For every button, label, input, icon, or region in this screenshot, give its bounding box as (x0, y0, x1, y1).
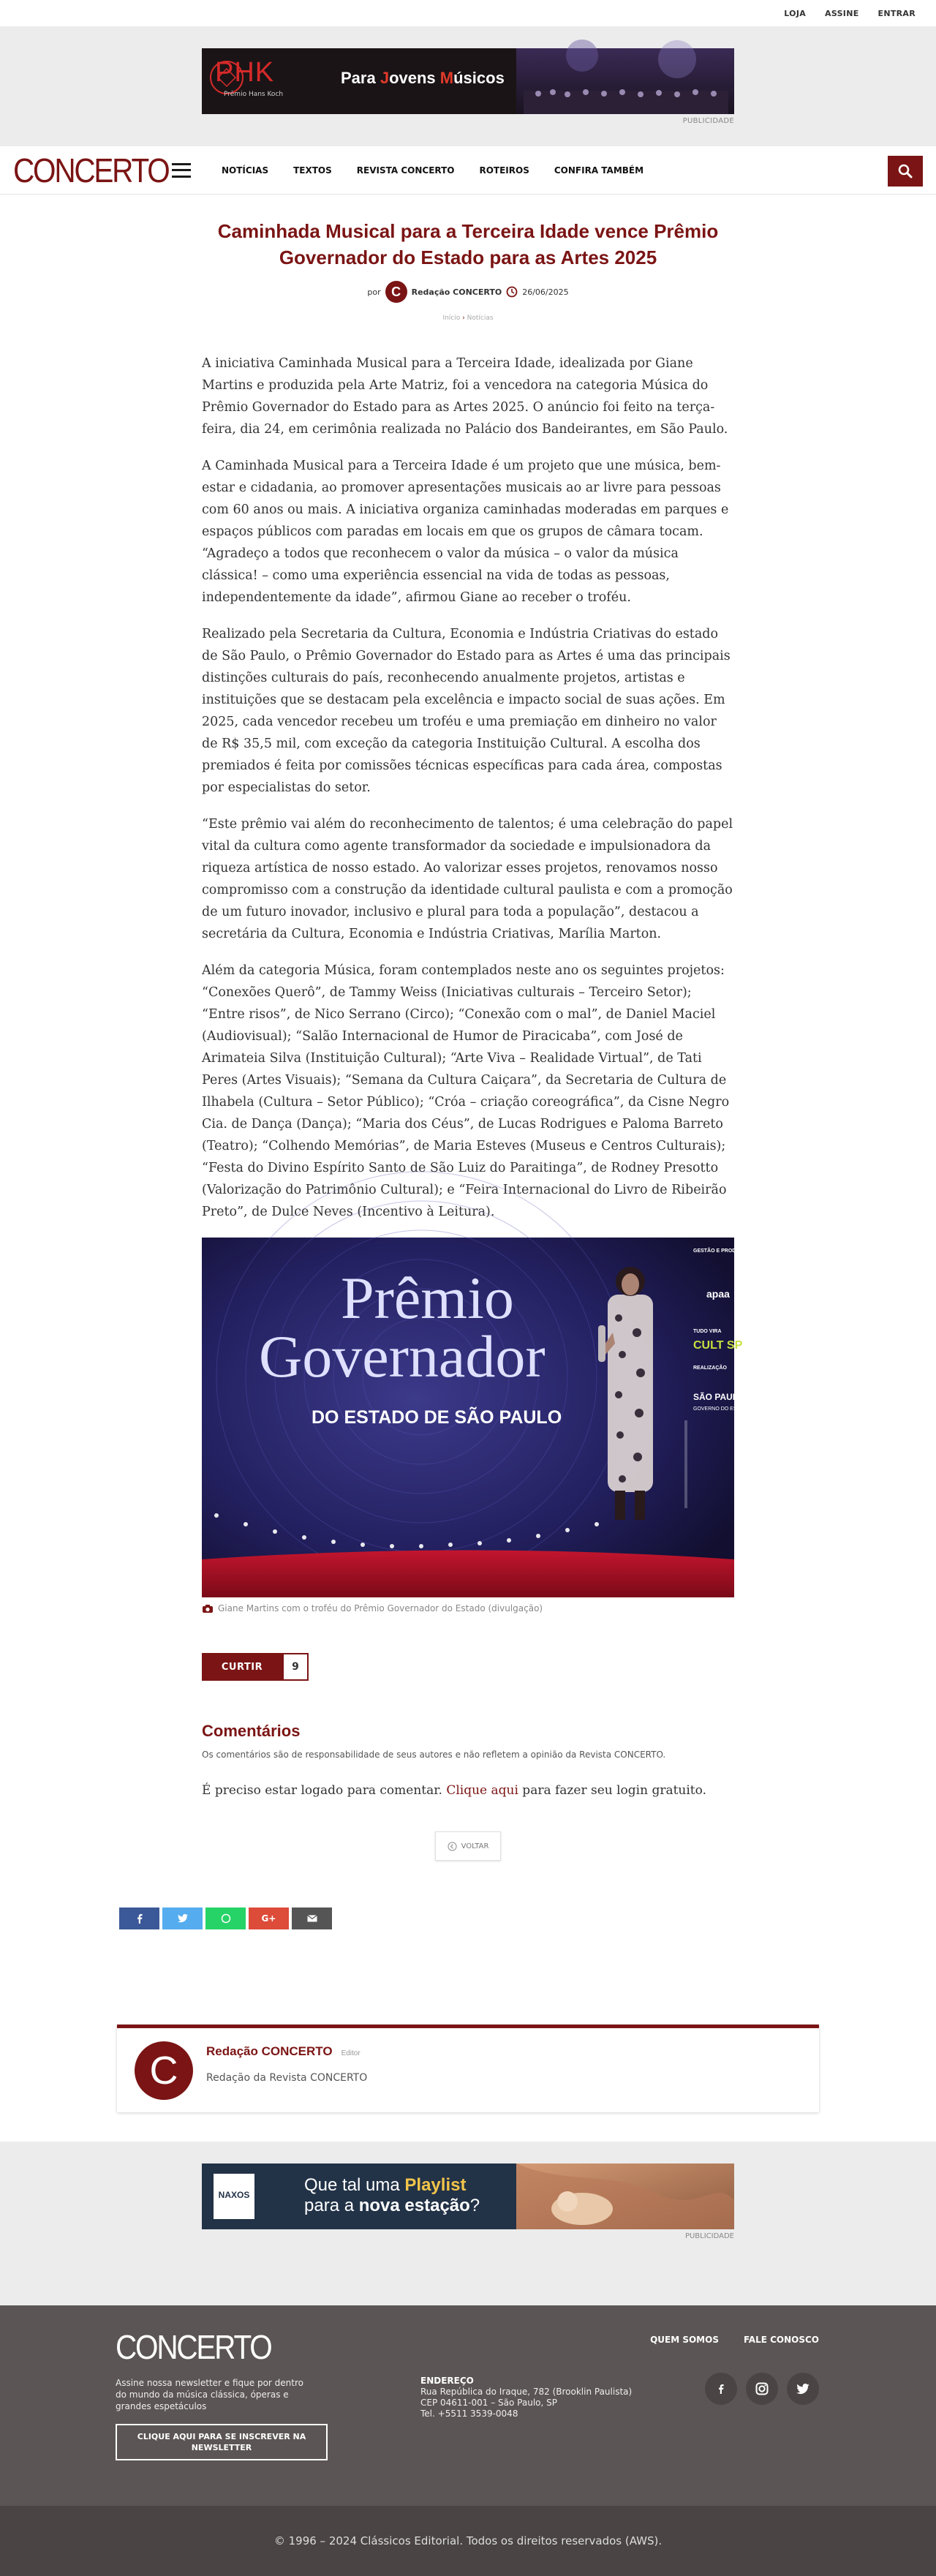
nav-confira-tambem[interactable]: CONFIRA TAMBÉM (554, 165, 644, 176)
like-button[interactable]: CURTIR (202, 1653, 282, 1681)
author-link[interactable]: Redação CONCERTO (411, 287, 502, 297)
search-icon (898, 164, 913, 178)
share-google-plus-button[interactable] (249, 1907, 289, 1929)
search-button[interactable] (888, 156, 923, 187)
photo-title-line2: Governador (259, 1323, 546, 1390)
main-nav (222, 165, 644, 176)
back-label: VOLTAR (461, 1842, 489, 1850)
naxos-ad-banner[interactable] (202, 2163, 734, 2229)
photo-title-line3: DO ESTADO DE SÃO PAULO (312, 1407, 562, 1428)
login-link[interactable]: Clique aqui (446, 1783, 518, 1798)
author-box-name-link[interactable]: Redação CONCERTO (206, 2044, 333, 2058)
like-widget (202, 1653, 734, 1681)
nav-noticias[interactable]: NOTÍCIAS (222, 165, 269, 176)
loja-link[interactable]: LOJA (784, 8, 807, 18)
photo-label-sao-paulo: SÃO PAULO (693, 1392, 745, 1402)
photo-graphic (202, 1238, 751, 1597)
footer-links (650, 2335, 819, 2345)
breadcrumb-section[interactable]: Notícias (467, 315, 494, 322)
author-box (117, 2025, 819, 2112)
nav-roteiros[interactable]: ROTEIROS (479, 165, 529, 176)
address-line: CEP 04611-001 – São Paulo, SP (420, 2398, 557, 2408)
paragraph: Realizado pela Secretaria da Cultura, Economia e Indústria Criativas do estado de São Paulo, o Prêmio Governador do Estado para as Artes é uma das principais distinções culturais do país, reconhecendo anualmente projetos, artistas e instituições que se destacam pela excelência e impacto social de suas ações. Em 2025, cada vencedor recebeu um troféu e uma premiação em dinheiro no valor de R$ 35,5 mil, com exceção da categoria Instituição Cultural. A escolha dos premiados é feita por comissões técnicas específicas para cada área, compostas por especialistas do setor. (202, 627, 731, 795)
breadcrumb-home[interactable]: Início (442, 315, 461, 322)
photo-label-realizacao: REALIZAÇÃO (693, 1366, 727, 1371)
clock-icon (506, 286, 518, 298)
phk-subtitle: Prêmio Hans Koch (224, 91, 284, 98)
ad-caption: PUBLICIDADE (682, 117, 734, 125)
author-box-role: Editor (341, 2049, 361, 2057)
author-box-avatar[interactable]: C (135, 2041, 193, 2100)
facebook-icon (135, 1913, 144, 1924)
paragraph: “Este prêmio vai além do reconhecimento de talentos; é uma celebração do papel vital da cultura como agente transformador da sociedade e impulsionadora da riqueza artística de nosso estado. Ao valorizar esses projetos, renovamos nosso compromisso com a construção da identidade cultural paulista e com a promoção de um futuro inovador, inclusivo e plural para toda a população”, destacou a secretária da Cultura, Economia e Indústria Criativas, Marília Marton. (202, 817, 733, 941)
phk-ad-banner[interactable] (202, 48, 734, 114)
article (202, 195, 751, 1861)
naxos-logo: NAXOS (218, 2190, 250, 2200)
paragraph: A iniciativa Caminhada Musical para a Terceira Idade, idealizada por Giane Martins e produzida pela Arte Matriz, foi a vencedora na categoria Música do Prêmio Governador do Estado para as Artes 2025. O anúncio foi feito na terça-feira, dia 24, em cerimônia realizada no Palácio dos Bandeirantes, em São Paulo. (202, 356, 728, 437)
assine-link[interactable]: ASSINE (825, 8, 859, 18)
phk-logo: PHK (215, 57, 275, 88)
entrar-link[interactable]: ENTRAR (878, 8, 916, 18)
twitter-icon (796, 2384, 809, 2395)
nav-textos[interactable]: TEXTOS (293, 165, 332, 176)
footer-social (705, 2373, 819, 2405)
photo-label-cult-sp: CULT SP (693, 1339, 743, 1352)
footer-newsletter-text: Assine nossa newsletter e fique por dentro do mundo da música clássica, óperas e grandes espetáculos (116, 2378, 303, 2411)
comments-title: Comentários (202, 1722, 301, 1740)
footer-twitter-button[interactable] (787, 2373, 819, 2405)
footer-facebook-button[interactable] (705, 2373, 737, 2405)
phk-tagline: Para Jovens Músicos (341, 69, 505, 87)
whatsapp-icon (221, 1913, 231, 1924)
instagram-icon (755, 2382, 769, 2395)
address-line: Rua República do Iraque, 782 (Brooklin Paulista) (420, 2387, 633, 2397)
ad-caption: PUBLICIDADE (684, 2232, 734, 2240)
footer-quem-somos-link[interactable]: QUEM SOMOS (650, 2335, 719, 2345)
paragraph: A Caminhada Musical para a Terceira Idade é um projeto que une música, bem-estar e cidadania, ao promover apresentações musicais ao ar livre para pessoas com 60 anos ou mais. A iniciativa organiza caminhadas moderadas em parques e espaços públicos com paradas em locais em que os grupos de câmara tocam. “Agradeço a todos que reconhecem o valor da música – o valor da música clássica! – como uma experiência essencial na vida de todas as pessoas, independentemente da idade”, afirmou Giane ao receber o troféu. (202, 459, 729, 605)
photo-caption (202, 1603, 734, 1613)
author-avatar: C (385, 281, 407, 303)
article-photo[interactable] (202, 1238, 751, 1597)
like-count: 9 (282, 1653, 309, 1681)
nav-revista-concerto[interactable]: REVISTA CONCERTO (356, 165, 455, 176)
footer-logo[interactable]: CONCERTO (116, 2328, 271, 2366)
naxos-tagline: Que tal uma Playlist para a nova estação? (304, 2175, 480, 2215)
google-plus-icon: G+ (261, 1913, 276, 1924)
by-label: por (367, 287, 381, 297)
author-box-desc: Redação da Revista CONCERTO (206, 2072, 368, 2084)
footer (0, 2305, 936, 2506)
site-logo[interactable]: CONCERTO (13, 151, 169, 189)
article-date: 26/06/2025 (522, 287, 569, 297)
footer-address (420, 2376, 632, 2419)
twitter-icon (178, 1914, 188, 1923)
share-facebook-button[interactable] (119, 1907, 159, 1929)
share-twitter-button[interactable] (162, 1907, 203, 1929)
comments-note: Os comentários são de responsabilidade de seus autores e não refletem a opinião da Revista CONCERTO. (202, 1750, 666, 1760)
photo-label-tudo-vira: TUDO VIRA (693, 1329, 722, 1334)
article-body (202, 353, 734, 1223)
top-ad-zone (0, 26, 936, 146)
back-arrow-icon (448, 1842, 457, 1851)
address-label: ENDEREÇO (420, 2376, 474, 2386)
footer-instagram-button[interactable] (746, 2373, 778, 2405)
author-box-name (206, 2044, 361, 2059)
share-whatsapp-button[interactable] (205, 1907, 246, 1929)
share-buttons (119, 1907, 332, 1929)
paragraph: Além da categoria Música, foram contemplados neste ano os seguintes projetos: “Conexões Querô”, de Tammy Weiss (Iniciativas culturais – Terceiro Setor); “Entre risos”, de Nico Serrano (Circo); “Conexão com o mal”, de Daniel Maciel (Audiovisual); “Salão Internacional de Humor de Piracicaba”, com José de Arimateia Silva (Instituição Cultural); “Arte Viva – Realidade Virtual”, de Tati Peres (Artes Visuais); “Semana da Cultura Caiçara”, da Secretaria de Cultura de Ilhabela (Cultura – Setor Público); “Cróa – criação coreográfica”, da Cisne Negro Cia. de Dança (Dança); “Maria dos Céus”, de Lucas Rodrigues e Paloma Barreto (Teatro); “Colhendo Memórias”, de Maria Esteves (Museus e Centros Culturais); “Festa do Divino Espírito Santo de São Luiz do Paraitinga”, de Rodney Presotto (Valorização do Patrimônio Cultural); e “Feira Internacional do Livro de Ribeirão Preto”, de Dulce Neves (Incentivo à Leitura). (202, 963, 730, 1219)
article-meta (202, 281, 734, 303)
bottom-ad-zone (0, 2142, 936, 2305)
photo-caption-text: Giane Martins com o troféu do Prêmio Governador do Estado (divulgação) (218, 1603, 543, 1613)
photo-label-apaa: apaa (706, 1288, 730, 1300)
top-bar (0, 0, 936, 26)
photo-label-gestao: GESTÃO E PRODUÇÃO (693, 1249, 751, 1254)
photo-title-line1: Prêmio (341, 1265, 514, 1331)
camera-icon (202, 1604, 214, 1613)
menu-icon[interactable] (172, 163, 191, 178)
back-button[interactable] (435, 1831, 501, 1861)
chevron-right-icon: › (462, 315, 465, 322)
share-email-button[interactable] (292, 1907, 332, 1929)
address-line: Tel. +5511 3539-0048 (420, 2409, 518, 2419)
newsletter-subscribe-button[interactable]: CLIQUE AQUI PARA SE INSCREVER NA NEWSLETTER (116, 2424, 328, 2460)
site-header (0, 146, 936, 195)
breadcrumb (202, 315, 734, 322)
email-icon (307, 1915, 317, 1922)
copyright-bar (0, 2506, 936, 2576)
copyright-text: © 1996 – 2024 Clássicos Editorial. Todos os direitos reservados (AWS). (273, 2534, 663, 2547)
facebook-icon (717, 2382, 725, 2395)
login-note: É preciso estar logado para comentar. Clique aqui para fazer seu login gratuito. (202, 1783, 706, 1798)
article-title: Caminhada Musical para a Terceira Idade vence Prêmio Governador do Estado para as Artes 2025 (217, 220, 719, 268)
footer-fale-conosco-link[interactable]: FALE CONOSCO (743, 2335, 819, 2345)
photo-label-governo: GOVERNO DO ESTADO (693, 1406, 751, 1412)
